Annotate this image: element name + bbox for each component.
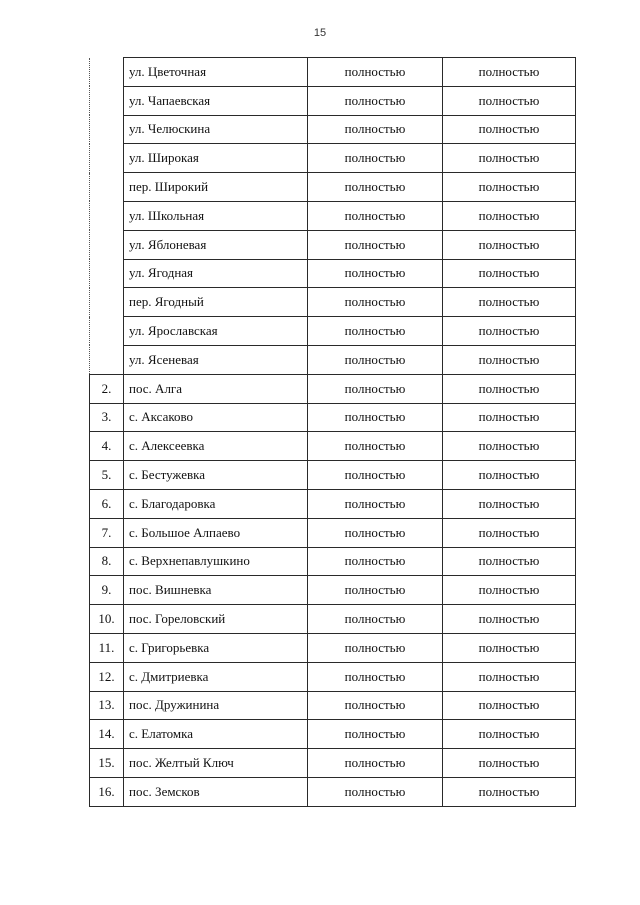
coverage-a-cell: полностью xyxy=(308,691,443,720)
coverage-b-cell: полностью xyxy=(443,777,576,806)
settlement-name-cell: с. Аксаково xyxy=(124,403,308,432)
settlement-name-cell: с. Бестужевка xyxy=(124,461,308,490)
settlement-name-cell: ул. Челюскина xyxy=(124,115,308,144)
settlement-name-cell: ул. Школьная xyxy=(124,201,308,230)
table-row xyxy=(90,461,576,490)
coverage-b-cell: полностью xyxy=(443,144,576,173)
coverage-a-cell: полностью xyxy=(308,86,443,115)
table-row xyxy=(90,374,576,403)
settlement-name-cell: пос. Земсков xyxy=(124,777,308,806)
coverage-a-cell: полностью xyxy=(308,115,443,144)
coverage-a-cell: полностью xyxy=(308,374,443,403)
row-number-cell xyxy=(90,230,124,259)
coverage-b-cell: полностью xyxy=(443,576,576,605)
table-body xyxy=(90,58,576,807)
coverage-a-cell: полностью xyxy=(308,777,443,806)
table-row xyxy=(90,317,576,346)
table-row xyxy=(90,662,576,691)
settlement-name-cell: пос. Гореловский xyxy=(124,605,308,634)
coverage-b-cell: полностью xyxy=(443,115,576,144)
settlement-name-cell: ул. Ягодная xyxy=(124,259,308,288)
row-number-cell: 13. xyxy=(90,691,124,720)
coverage-a-cell: полностью xyxy=(308,518,443,547)
row-number-cell xyxy=(90,173,124,202)
coverage-a-cell: полностью xyxy=(308,576,443,605)
coverage-b-cell: полностью xyxy=(443,691,576,720)
row-number-cell: 7. xyxy=(90,518,124,547)
coverage-a-cell: полностью xyxy=(308,633,443,662)
table-row xyxy=(90,86,576,115)
row-number-cell: 9. xyxy=(90,576,124,605)
coverage-a-cell: полностью xyxy=(308,201,443,230)
table-row xyxy=(90,576,576,605)
table-row xyxy=(90,432,576,461)
settlement-name-cell: с. Григорьевка xyxy=(124,633,308,662)
settlement-name-cell: пос. Желтый Ключ xyxy=(124,749,308,778)
table-row xyxy=(90,259,576,288)
settlement-name-cell: пос. Вишневка xyxy=(124,576,308,605)
coverage-a-cell: полностью xyxy=(308,58,443,87)
settlement-name-cell: ул. Ясеневая xyxy=(124,345,308,374)
coverage-a-cell: полностью xyxy=(308,403,443,432)
coverage-b-cell: полностью xyxy=(443,518,576,547)
coverage-b-cell: полностью xyxy=(443,662,576,691)
row-number-cell xyxy=(90,115,124,144)
row-number-cell: 10. xyxy=(90,605,124,634)
settlement-name-cell: ул. Цветочная xyxy=(124,58,308,87)
table-row xyxy=(90,720,576,749)
coverage-a-cell: полностью xyxy=(308,605,443,634)
settlement-name-cell: с. Благодаровка xyxy=(124,489,308,518)
coverage-a-cell: полностью xyxy=(308,230,443,259)
coverage-a-cell: полностью xyxy=(308,720,443,749)
coverage-a-cell: полностью xyxy=(308,259,443,288)
row-number-cell: 12. xyxy=(90,662,124,691)
coverage-b-cell: полностью xyxy=(443,461,576,490)
table-row xyxy=(90,230,576,259)
table-row xyxy=(90,633,576,662)
settlement-name-cell: пер. Широкий xyxy=(124,173,308,202)
row-number-cell xyxy=(90,317,124,346)
row-number-cell xyxy=(90,201,124,230)
coverage-b-cell: полностью xyxy=(443,605,576,634)
table-row xyxy=(90,403,576,432)
row-number-cell: 5. xyxy=(90,461,124,490)
page-number: 15 xyxy=(313,27,327,39)
coverage-a-cell: полностью xyxy=(308,345,443,374)
settlement-name-cell: с. Большое Алпаево xyxy=(124,518,308,547)
table-row xyxy=(90,144,576,173)
coverage-b-cell: полностью xyxy=(443,547,576,576)
coverage-a-cell: полностью xyxy=(308,288,443,317)
settlement-name-cell: ул. Яблоневая xyxy=(124,230,308,259)
coverage-b-cell: полностью xyxy=(443,432,576,461)
table-row xyxy=(90,201,576,230)
row-number-cell xyxy=(90,259,124,288)
table-row xyxy=(90,749,576,778)
coverage-a-cell: полностью xyxy=(308,432,443,461)
table-row xyxy=(90,547,576,576)
coverage-b-cell: полностью xyxy=(443,403,576,432)
coverage-a-cell: полностью xyxy=(308,317,443,346)
row-number-cell: 8. xyxy=(90,547,124,576)
row-number-cell xyxy=(90,144,124,173)
settlement-name-cell: пос. Алга xyxy=(124,374,308,403)
row-number-cell: 2. xyxy=(90,374,124,403)
table-row xyxy=(90,691,576,720)
row-number-cell: 3. xyxy=(90,403,124,432)
coverage-b-cell: полностью xyxy=(443,201,576,230)
row-number-cell: 15. xyxy=(90,749,124,778)
coverage-b-cell: полностью xyxy=(443,749,576,778)
table-row xyxy=(90,518,576,547)
coverage-b-cell: полностью xyxy=(443,173,576,202)
coverage-b-cell: полностью xyxy=(443,489,576,518)
coverage-b-cell: полностью xyxy=(443,633,576,662)
coverage-b-cell: полностью xyxy=(443,345,576,374)
table-row xyxy=(90,489,576,518)
row-number-cell: 14. xyxy=(90,720,124,749)
coverage-b-cell: полностью xyxy=(443,288,576,317)
coverage-b-cell: полностью xyxy=(443,374,576,403)
coverage-b-cell: полностью xyxy=(443,720,576,749)
settlement-name-cell: ул. Широкая xyxy=(124,144,308,173)
row-number-cell xyxy=(90,86,124,115)
row-number-cell xyxy=(90,58,124,87)
table-row xyxy=(90,777,576,806)
row-number-cell: 6. xyxy=(90,489,124,518)
table-row xyxy=(90,58,576,87)
coverage-a-cell: полностью xyxy=(308,749,443,778)
coverage-b-cell: полностью xyxy=(443,58,576,87)
row-number-cell xyxy=(90,288,124,317)
coverage-a-cell: полностью xyxy=(308,547,443,576)
coverage-b-cell: полностью xyxy=(443,230,576,259)
settlement-name-cell: с. Дмитриевка xyxy=(124,662,308,691)
row-number-cell: 16. xyxy=(90,777,124,806)
row-number-cell: 11. xyxy=(90,633,124,662)
settlement-name-cell: с. Елатомка xyxy=(124,720,308,749)
settlement-name-cell: пер. Ягодный xyxy=(124,288,308,317)
row-number-cell xyxy=(90,345,124,374)
coverage-a-cell: полностью xyxy=(308,173,443,202)
settlements-table xyxy=(89,57,576,807)
coverage-a-cell: полностью xyxy=(308,144,443,173)
row-number-cell: 4. xyxy=(90,432,124,461)
table-row xyxy=(90,288,576,317)
settlement-name-cell: ул. Ярославская xyxy=(124,317,308,346)
coverage-a-cell: полностью xyxy=(308,662,443,691)
coverage-b-cell: полностью xyxy=(443,317,576,346)
settlement-name-cell: ул. Чапаевская xyxy=(124,86,308,115)
coverage-a-cell: полностью xyxy=(308,461,443,490)
settlement-name-cell: с. Верхнепавлушкино xyxy=(124,547,308,576)
settlement-name-cell: с. Алексеевка xyxy=(124,432,308,461)
table-row xyxy=(90,173,576,202)
settlement-name-cell: пос. Дружинина xyxy=(124,691,308,720)
table-row xyxy=(90,115,576,144)
table-row xyxy=(90,345,576,374)
coverage-a-cell: полностью xyxy=(308,489,443,518)
coverage-b-cell: полностью xyxy=(443,259,576,288)
coverage-b-cell: полностью xyxy=(443,86,576,115)
table-row xyxy=(90,605,576,634)
